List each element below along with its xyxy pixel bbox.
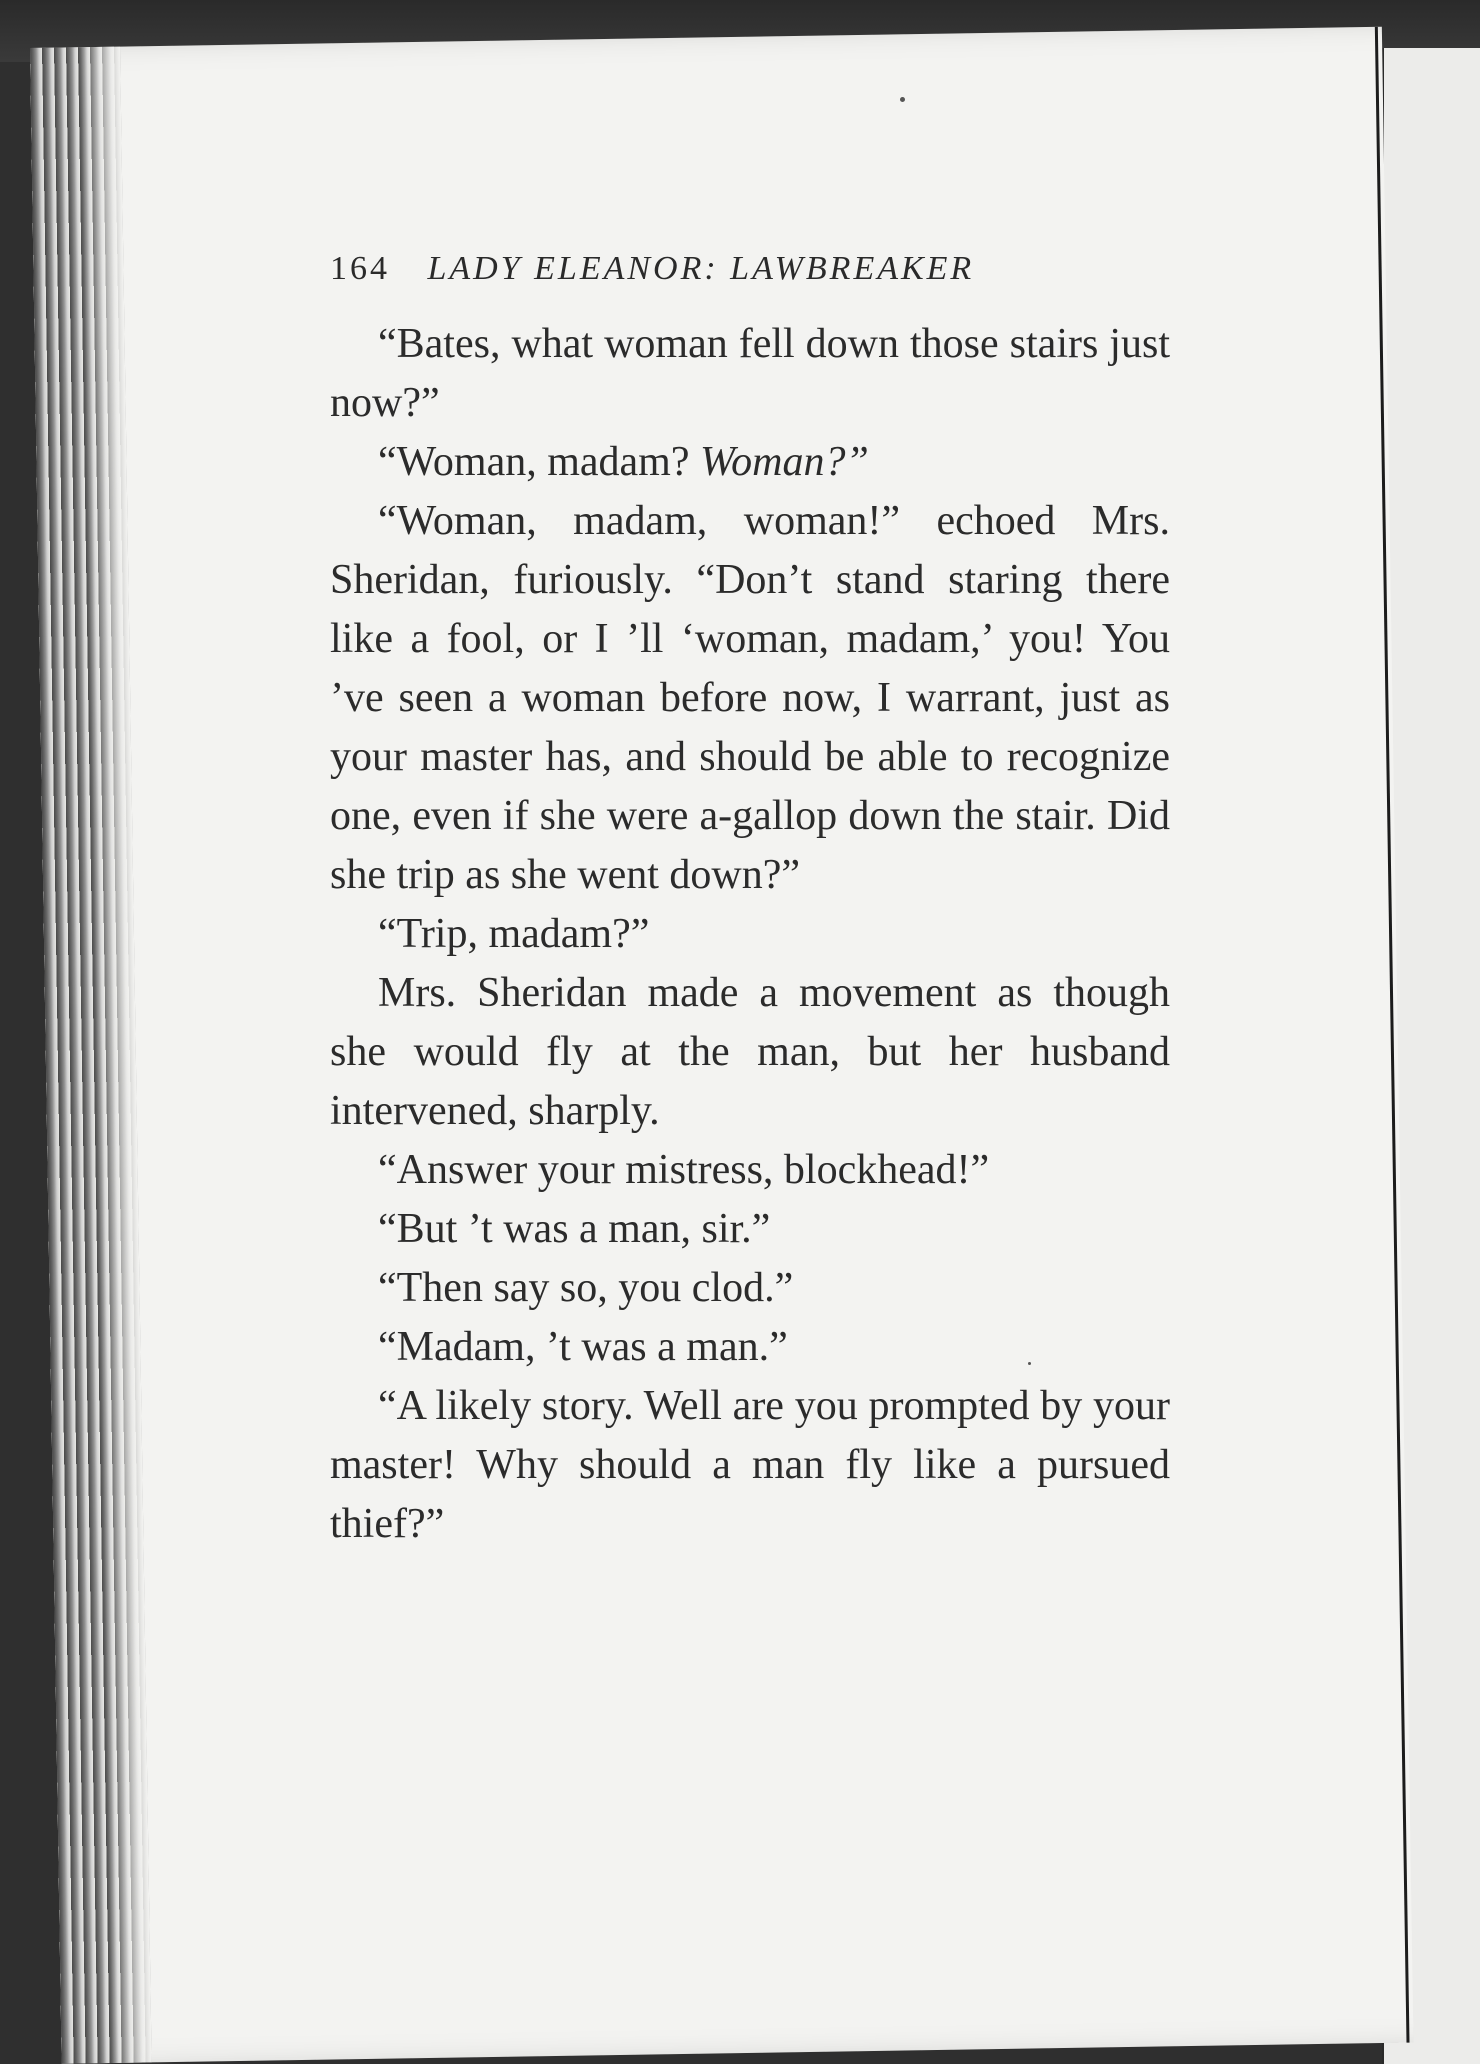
scan-speck: [1028, 1362, 1031, 1365]
page-number: 164: [330, 250, 390, 287]
paragraph-text: “Woman, madam?: [378, 439, 700, 485]
italic-emphasis: Woman?”: [700, 439, 869, 485]
paragraph: “Then say so, you clod.”: [378, 1265, 794, 1311]
page-stack-edges: [30, 47, 152, 2064]
paragraph: “But ’t was a man, sir.”: [378, 1206, 771, 1252]
running-head: [330, 250, 1230, 288]
body-text: [330, 315, 1170, 1554]
paragraph: “Woman, madam, woman!” echoed Mrs. Sheridan, furiously. “Don’t stand staring there like a fool, or I ’ll ‘woman, madam,’ you! You ’ve seen a woman before now, I warrant, just as your master has, and should be able to recognize one, even if she were a-gallop down the stair. Did she trip as she went down?”: [330, 498, 1170, 898]
paragraph: “Answer your mistress, blockhead!”: [378, 1147, 990, 1193]
paragraph: “Trip, madam?”: [378, 911, 650, 957]
running-head-title: LADY ELEANOR: LAWBREAKER: [427, 250, 975, 287]
paragraph: “Madam, ’t was a man.”: [378, 1324, 788, 1370]
scan-speck: [900, 97, 905, 102]
paragraph: [330, 433, 1170, 492]
paragraph: Mrs. Sheridan made a movement as though she would fly at the man, but her husband intervened, sharply.: [330, 970, 1170, 1134]
paragraph: “A likely story. Well are you prompted by your master! Why should a man fly like a pursued thief?”: [330, 1383, 1170, 1547]
paragraph: “Bates, what woman fell down those stairs just now?”: [330, 321, 1170, 426]
